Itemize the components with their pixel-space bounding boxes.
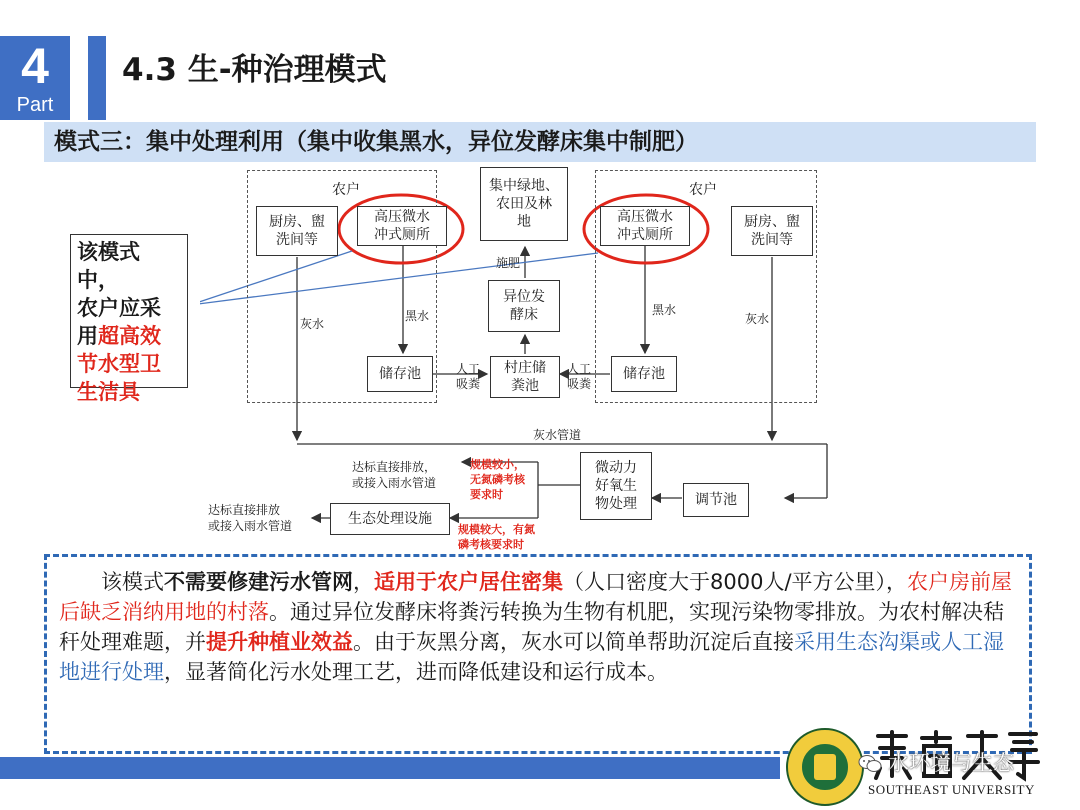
toilet-box-right: 高压微水 冲式厕所 xyxy=(600,206,690,246)
greywater-pipe-label: 灰水管道 xyxy=(533,428,582,442)
storage-box-right: 储存池 xyxy=(611,356,677,392)
small-scale-note: 规模较小， 无氮磷考核 要求时 xyxy=(470,458,525,501)
greywater-left-label: 灰水 xyxy=(300,317,325,331)
fermentation-bed-box: 异位发 酵床 xyxy=(488,280,560,332)
callout-highlight-2: 节水型卫 xyxy=(77,352,161,376)
summary-box xyxy=(44,554,1032,754)
summary-seg-0: 该模式 xyxy=(59,570,164,594)
summary-seg-2: ， xyxy=(353,570,374,594)
part-label: Part xyxy=(16,94,54,116)
mode-banner-text: 模式三：集中处理利用（集中收集黑水，异位发酵床集中制肥） xyxy=(54,129,698,155)
title-accent-bar xyxy=(88,36,106,120)
footer-strip xyxy=(0,757,780,779)
wechat-icon xyxy=(858,754,882,774)
kitchen-box-left: 厨房、盥 洗间等 xyxy=(256,206,338,256)
manual-suction-right-label: 人工 吸粪 xyxy=(567,362,592,391)
discharge-bottom-label: 达标直接排放 或接入雨水管道 xyxy=(208,503,293,533)
summary-seg-6: 。通过异位发酵床将粪污转换为生物有机肥，实现污染物零排放。为农村解决秸秆处理难题，并 xyxy=(59,600,1004,654)
toilet-box-left: 高压微水 冲式厕所 xyxy=(357,206,447,246)
summary-seg-10: ，显著简化污水处理工艺，进而降低建设和运行成本。 xyxy=(164,660,668,684)
callout-highlight-1: 超高效 xyxy=(98,324,161,348)
mode-banner xyxy=(44,122,1036,162)
callout-line-3 xyxy=(77,322,181,350)
fertilize-label: 施肥 xyxy=(496,256,521,270)
callout-line-2: 农户应采 xyxy=(77,296,161,320)
large-scale-note: 规模较大，有氮 磷考核要求时 xyxy=(458,523,535,551)
callout-prefix: 用 xyxy=(77,324,98,348)
summary-seg-5: 农户房前屋后缺乏消纳用地的村落 xyxy=(59,570,1013,624)
summary-seg-3: 适用于农户居住密集 xyxy=(374,570,563,594)
manual-suction-left-label: 人工 吸粪 xyxy=(456,362,481,391)
storage-box-left: 储存池 xyxy=(367,356,433,392)
page-title: 4.3 生-种治理模式 xyxy=(122,52,387,88)
summary-seg-7: 提升种植业效益 xyxy=(206,630,353,654)
aerobic-treatment-box: 微动力 好氧生 物处理 xyxy=(580,452,652,520)
blackwater-right-label: 黑水 xyxy=(652,303,677,317)
right-household-label: 农户 xyxy=(689,182,717,198)
summary-seg-4: （人口密度大于8000人/平方公里）， xyxy=(563,570,908,594)
callout-highlight-3: 生洁具 xyxy=(77,380,140,404)
regulating-tank-box: 调节池 xyxy=(683,483,749,517)
left-household-label: 农户 xyxy=(332,182,360,198)
summary-seg-9: 采用生态沟渠或人工湿地进行处理 xyxy=(59,630,1004,684)
part-number: 4 xyxy=(21,38,49,94)
greenland-box: 集中绿地、 农田及林 地 xyxy=(480,167,568,241)
watermark-text: 水环境与生态 xyxy=(888,751,1014,775)
part-badge xyxy=(0,36,70,120)
summary-seg-8: 。由于灰黑分离，灰水可以简单帮助沉淀后直接 xyxy=(353,630,794,654)
callout-box xyxy=(70,234,188,404)
process-diagram xyxy=(200,165,840,560)
greywater-right-label: 灰水 xyxy=(745,312,770,326)
blackwater-left-label: 黑水 xyxy=(405,309,430,323)
discharge-top-label: 达标直接排放， 或接入雨水管道 xyxy=(352,460,437,490)
summary-seg-1: 不需要修建污水管网 xyxy=(164,570,353,594)
university-seal-icon xyxy=(786,728,864,806)
callout-line-1: 该模式中， xyxy=(77,240,140,292)
village-storage-box: 村庄储 粪池 xyxy=(490,356,560,398)
university-name: SOUTHEAST UNIVERSITY xyxy=(868,782,1035,797)
kitchen-box-right: 厨房、盥 洗间等 xyxy=(731,206,813,256)
eco-treatment-box: 生态处理设施 xyxy=(330,503,450,535)
